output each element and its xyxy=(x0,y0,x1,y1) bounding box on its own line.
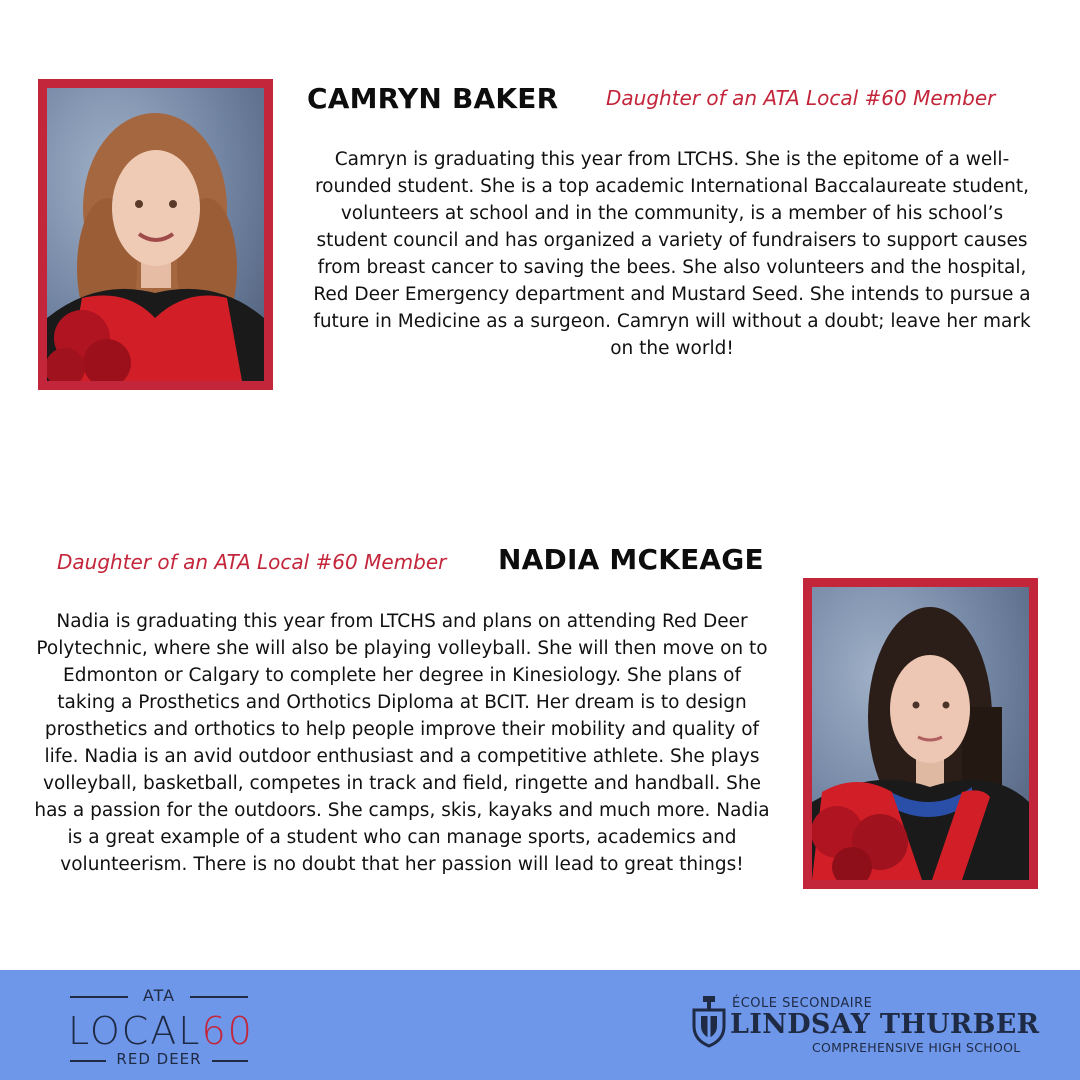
student-bio: Nadia is graduating this year from LTCHS and plans on attending Red Deer Polytechnic, where she will also be playing volleyball. She will then move on to Edmonton or Calgary to complete her degree in Kinesiology. She plans of taking a Prosthetics and Orthotics Diploma at BCIT. Her dream is to design prosthetics and orthotics to help people improve their mobility and quality of life. Nadia is an avid outdoor enthusiast and a competitive athlete. She plays volleyball, basketball, competes in track and field, ringette and handball. She has a passion for the outdoors. She camps, skis, kayaks and much more. Nadia is a great example of a student who can manage sports, academics and volunteerism. There is no doubt that her passion will lead to great things! xyxy=(34,611,770,875)
school-logo-line1: ÉCOLE SECONDAIRE xyxy=(732,996,873,1011)
school-logo-line3: COMPREHENSIVE HIGH SCHOOL xyxy=(812,1040,1021,1055)
ata-logo-local xyxy=(68,1009,254,1053)
footer-bar xyxy=(0,970,1080,1080)
student-name: CAMRYN BAKER xyxy=(307,82,559,115)
ata-local-number: 60 xyxy=(201,1009,254,1053)
student-bio: Camryn is graduating this year from LTCHS. She is the epitome of a well-rounded student. She is a top academic International Baccalaureate student, volunteers at school and in the community, is a member of his school’s student council and has organized a variety of fundraisers to support causes from breast cancer to saving the bees. She also volunteers and the hospital, Red Deer Emergency department and Mustard Seed. She intends to pursue a future in Medicine as a surgeon. Camryn will without a doubt; leave her mark on the world! xyxy=(313,149,1031,359)
student-photo-nadia xyxy=(803,578,1038,889)
student-subtitle: Daughter of an ATA Local #60 Member xyxy=(57,550,447,574)
ata-logo-city: RED DEER xyxy=(116,1050,202,1068)
ata-local-word: LOCAL xyxy=(68,1009,202,1053)
student-name: NADIA MCKEAGE xyxy=(498,543,764,576)
portrait-image xyxy=(812,587,1029,880)
school-logo-line2: LINDSAY THURBER xyxy=(730,1009,1040,1040)
shield-crest-icon xyxy=(692,996,726,1048)
portrait-image xyxy=(47,88,264,381)
lindsay-thurber-logo xyxy=(692,992,1042,1056)
student-subtitle: Daughter of an ATA Local #60 Member xyxy=(606,86,996,110)
ata-local-60-logo xyxy=(68,984,254,1068)
student-photo-camryn xyxy=(38,79,273,390)
ata-logo-top: ATA xyxy=(142,986,176,1005)
